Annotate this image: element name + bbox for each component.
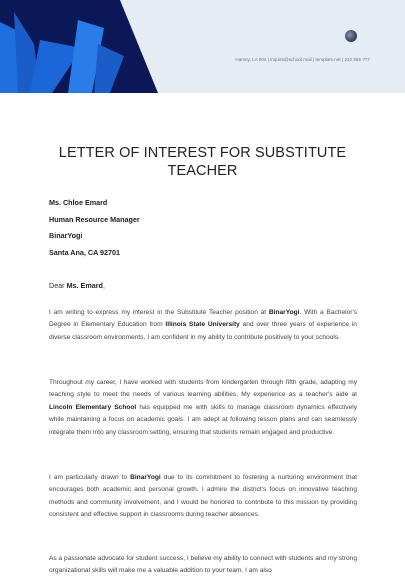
salutation (49, 281, 105, 290)
company-logo-icon (345, 30, 357, 42)
body-paragraph-2: Throughout my career, I have worked with students from kindergarten through fifth grade, adapting my teaching style to meet the needs of various learning abilities. My experience as a teacher's aide at Lincoln Elementary School has equipped me with skills to manage classroom dynamics effectively while maintaining a focus on academic goals. I am adept at following lesson plans and can seamlessly integrate them into any classroom setting, ensuring that students remain engaged and productive. (49, 379, 357, 436)
body-paragraph-3: I am particularly drawn to BinarYogi due to its commitment to fostering a nurturing environment that encourages both academic and personal growth. I admire the district's focus on innovative teaching methods and community involvement, and I would be honored to contribute to this mission by providing consistent and effective support in classrooms during teacher absences. (49, 474, 357, 519)
body-paragraph-4: As a passionate advocate for student success, I believe my ability to connect with students and my strong organizational skills will make me a valuable addition to your team. I am also (49, 555, 357, 575)
recipient-location: Santa Ana, CA 92701 (49, 247, 120, 257)
salutation-suffix: , (102, 281, 105, 290)
letterhead-banner (0, 0, 405, 93)
salutation-prefix: Dear (49, 281, 67, 290)
salutation-name: Ms. Emard (66, 281, 103, 290)
contact-info: Harvey, LA 504 | inquire@school.mail | template.net | 222 555 777 (235, 57, 370, 62)
recipient-company: BinarYogi (49, 231, 83, 240)
recipient-block (49, 198, 349, 264)
letterhead-graphic (0, 0, 405, 93)
recipient-position: Human Resource Manager (49, 214, 140, 224)
body-paragraph-1: I am writing to express my interest in the Substitute Teacher position at BinarYogi. With a Bachelor's Degree in Elementary Education from Illinois State University and over three years of experience in diverse classroom environments, I am confident in my ability to contribute positively to your schools. (49, 309, 358, 341)
letter-title: LETTER OF INTEREST FOR SUBSTITUTE TEACHER (58, 145, 347, 179)
recipient-name: Ms. Chloe Emard (49, 198, 108, 207)
